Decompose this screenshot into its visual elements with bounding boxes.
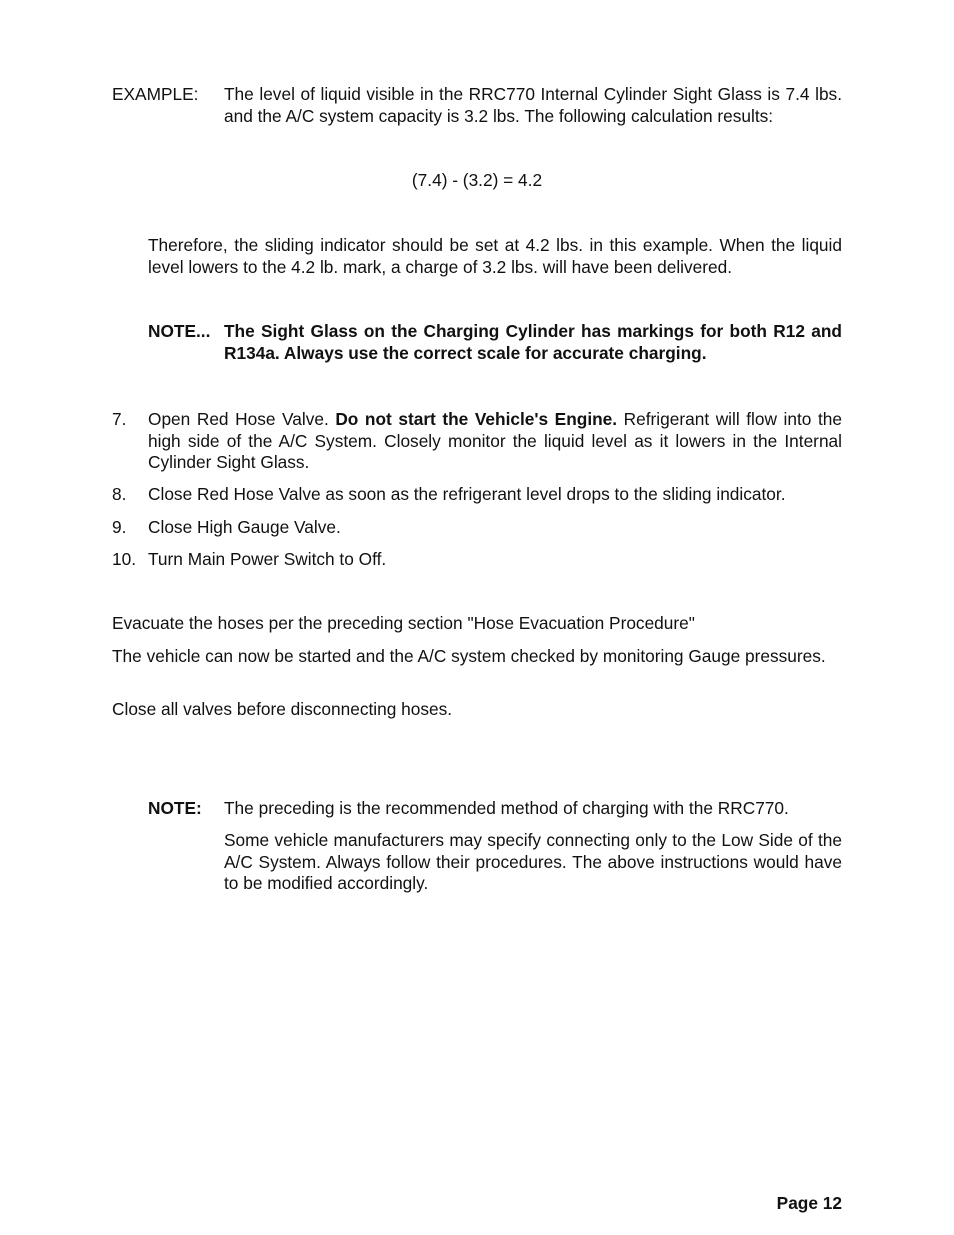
step-8-text: Close Red Hose Valve as soon as the refrigerant level drops to the sliding indicator. (148, 484, 786, 504)
step-10-text: Turn Main Power Switch to Off. (148, 549, 387, 569)
step-number: 9. (112, 517, 127, 537)
note-method-line1: The preceding is the recommended method of charging with the RRC770. (224, 798, 789, 818)
note-method-line2: Some vehicle manufacturers may specify connecting only to the Low Side of the A/C System. Always follow their procedures. The above instructions would have to be modified accordingly. (224, 830, 842, 893)
step-7-warning: Do not start the Vehicle's Engine. (335, 409, 618, 429)
evacuate-paragraph: Evacuate the hoses per the preceding section "Hose Evacuation Procedure" (112, 613, 695, 633)
vehicle-start-paragraph: The vehicle can now be started and the A/C system checked by monitoring Gauge pressures. (112, 646, 826, 666)
step-7-text (148, 409, 842, 474)
close-valves-paragraph: Close all valves before disconnecting hoses. (112, 699, 453, 719)
note-charging-label: NOTE... (148, 321, 211, 341)
example-label: EXAMPLE: (112, 84, 199, 104)
step-7-post: Refrigerant will flow into the high side of the A/C System. Closely monitor the liquid level as it lowers in the Internal Cylinder Sight Glass. (148, 409, 842, 472)
step-9-text: Close High Gauge Valve. (148, 517, 341, 537)
note-method-label: NOTE: (148, 798, 202, 818)
step-7-pre: Open Red Hose Valve. (148, 409, 336, 429)
calculation-equation: (7.4) - (3.2) = 4.2 (411, 170, 543, 190)
example-text: The level of liquid visible in the RRC770 Internal Cylinder Sight Glass is 7.4 lbs. and the A/C system capacity is 3.2 lbs. The following calculation results: (224, 84, 842, 126)
therefore-paragraph: Therefore, the sliding indicator should be set at 4.2 lbs. in this example. When the liquid level lowers to the 4.2 lb. mark, a charge of 3.2 lbs. will have been delivered. (148, 235, 842, 277)
step-number: 10. (112, 549, 137, 569)
note-charging-text: The Sight Glass on the Charging Cylinder has markings for both R12 and R134a. Always use the correct scale for accurate charging. (224, 321, 842, 363)
page-number: Page 12 (776, 1193, 842, 1213)
step-number: 7. (112, 409, 127, 429)
step-number: 8. (112, 484, 127, 504)
